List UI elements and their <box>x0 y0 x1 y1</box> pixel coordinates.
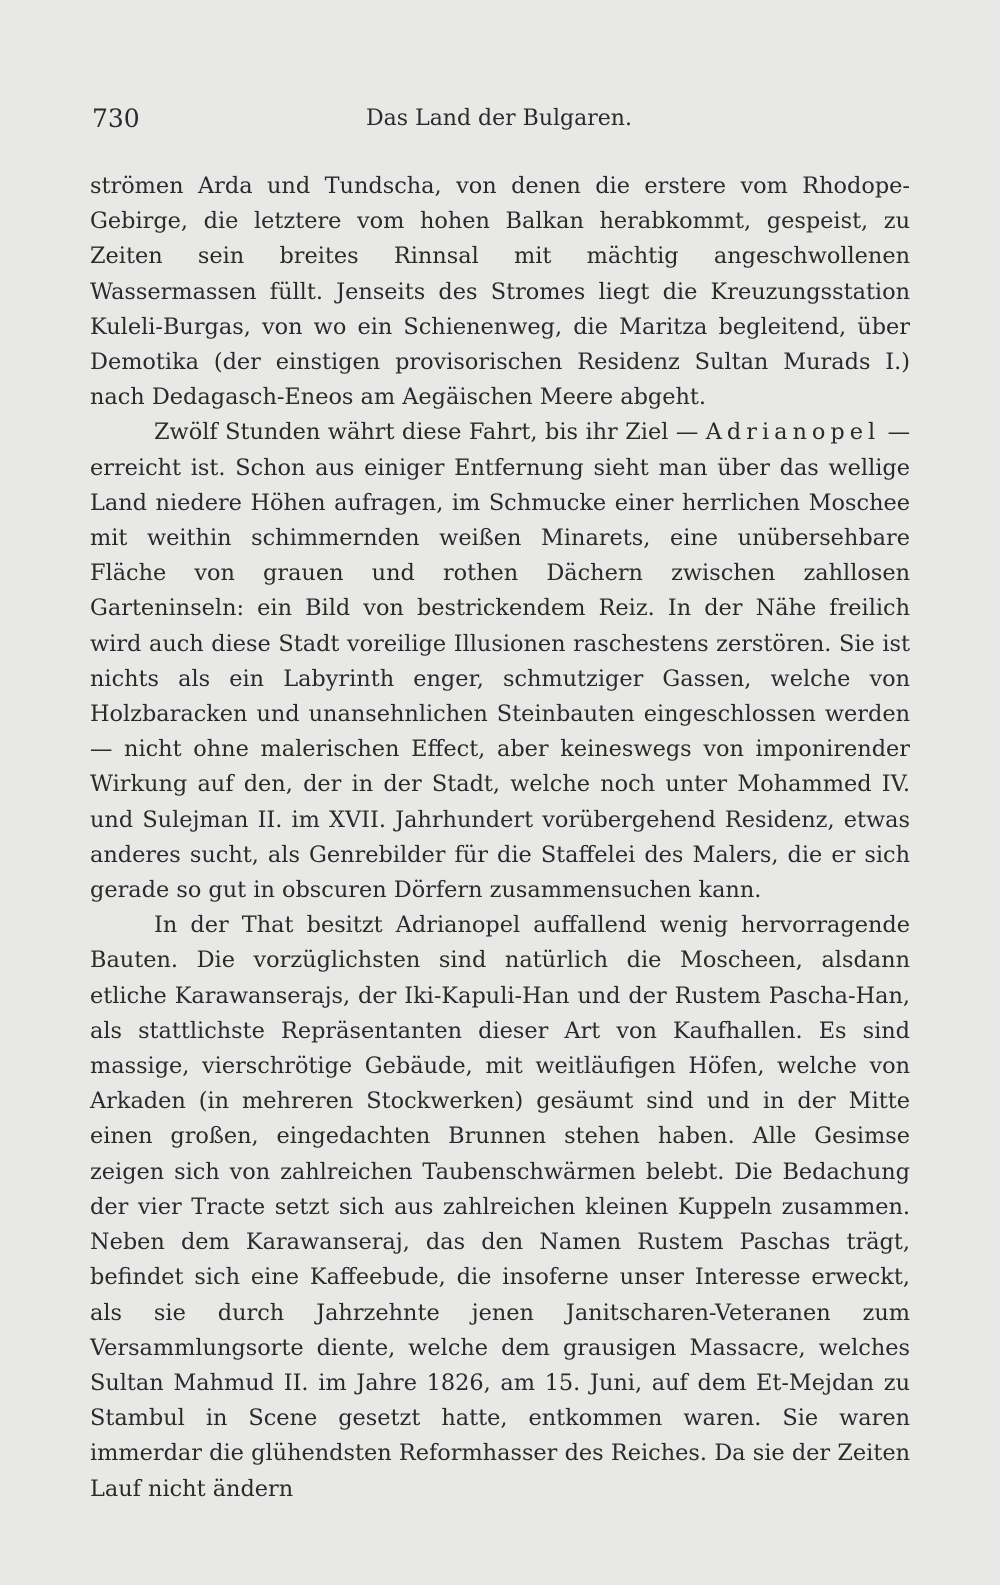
paragraph-text: In der That besitzt Adrianopel auffallend wenig hervorragende Bauten. Die vorzüglichsten sind natürlich die Moscheen, alsdann etliche Karawanserajs, der Iki-Kapuli-Han und der Rustem Pascha-Han, als stattlichste Repräsentanten dieser Art von Kaufhallen. Es sind massige, vierschrötige Gebäude, mit weitläufigen Höfen, welche von Arkaden (in mehreren Stockwerken) gesäumt sind und in der Mitte einen großen, eingedachten Brunnen stehen haben. Alle Gesimse zeigen sich von zahlreichen Taubenschwärmen belebt. Die Bedachung der vier Tracte setzt sich aus zahlreichen kleinen Kuppeln zusammen. Neben dem Karawanseraj, das den Namen Rustem Paschas trägt, befindet sich eine Kaffeebude, die insoferne unser Interesse erweckt, als sie durch Jahrzehnte jenen Janitscharen-Veteranen zum Versammlungsorte diente, welche dem grausigen Massacre, welches Sultan Mahmud II. im Jahre 1826, am 15. Juni, auf dem Et-Mejdan zu Stambul in Scene gesetzt hatte, entkommen waren. Sie waren immerdar die glühendsten Reformhasser des Reiches. Da sie der Zeiten Lauf nicht ändern <box>90 912 910 1502</box>
spaced-city-name: Adrianopel <box>705 419 881 446</box>
paragraph-text: Zwölf Stunden währt diese Fahrt, bis ihr Ziel — <box>154 419 706 446</box>
paragraph-3 <box>90 908 910 1506</box>
running-head <box>92 104 906 140</box>
body-text <box>90 169 910 1507</box>
page-number: 730 <box>92 104 140 133</box>
running-title: Das Land der Bulgaren. <box>366 106 632 131</box>
paragraph-1 <box>90 169 910 415</box>
paragraph-text: — erreicht ist. Schon aus einiger Entfernung sieht man über das wellige Land niedere Höhen aufragen, im Schmucke einer herrlichen Moschee mit weithin schimmernden weißen Minarets, eine unübersehbare Fläche von grauen und rothen Dächern zwischen zahllosen Garteninseln: ein Bild von bestrickendem Reiz. In der Nähe freilich wird auch diese Stadt voreilige Illusionen raschestens zerstören. Sie ist nichts als ein Labyrinth enger, schmutziger Gassen, welche von Holzbaracken und unansehnlichen Steinbauten eingeschlossen werden — nicht ohne malerischen Effect, aber keineswegs von imponirender Wirkung auf den, der in der Stadt, welche noch unter Mohammed IV. und Sulejman II. im XVII. Jahrhundert vorübergehend Residenz, etwas anderes sucht, als Genrebilder für die Staffelei des Malers, die er sich gerade so gut in obscuren Dörfern zusammensuchen kann. <box>90 419 911 904</box>
paragraph-text: strömen Arda und Tundscha, von denen die erstere vom Rhodope-Gebirge, die letztere vom hohen Balkan herabkommt, gespeist, zu Zeiten sein breites Rinnsal mit mächtig angeschwollenen Wassermassen füllt. Jenseits des Stromes liegt die Kreuzungsstation Kuleli-Burgas, von wo ein Schienenweg, die Maritza begleitend, über Demotika (der einstigen provisorischen Residenz Sultan Murads I.) nach Dedagasch-Eneos am Aegäischen Meere abgeht. <box>90 173 910 411</box>
paragraph-2 <box>90 415 910 908</box>
